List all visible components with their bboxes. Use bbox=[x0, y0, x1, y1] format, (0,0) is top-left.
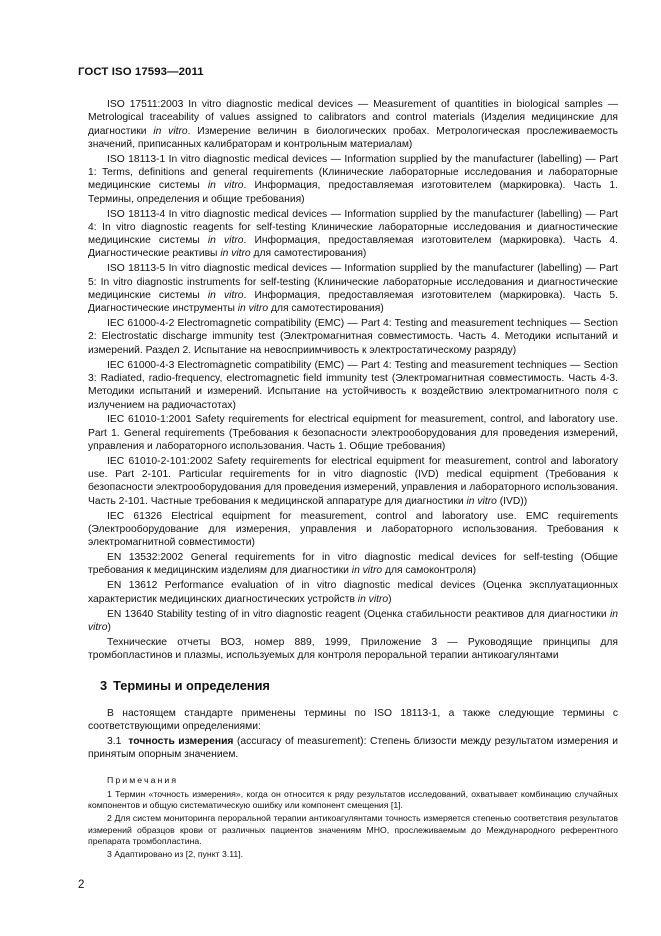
definition-number: 3.1 bbox=[107, 736, 122, 748]
definition-term: точность измерения bbox=[128, 736, 234, 748]
document-body bbox=[88, 98, 618, 862]
reference-entry: IEC 61326 Electrical equipment for measurement, control and laboratory use. EMC requirements (Электрооборудование для измерения, управления и лабораторного использования. Требования к электромагнитной совместимости) bbox=[88, 510, 618, 549]
reference-list bbox=[88, 98, 618, 662]
reference-entry: EN 13640 Stability testing of in vitro diagnostic reagent (Оценка стабильности реактивов для диагностики in vitro) bbox=[88, 608, 618, 633]
note-item: 3 Адаптировано из [2, пункт 3.11]. bbox=[107, 849, 244, 859]
definition-paragraph bbox=[88, 735, 618, 762]
reference-entry: EN 13612 Performance evaluation of in vitro diagnostic medical devices (Оценка эксплуатационных характеристик медицинских диагностических устройств in vitro) bbox=[88, 580, 618, 605]
reference-entry: IEC 61000-4-2 Electromagnetic compatibility (EMC) — Part 4: Testing and measurement techniques — Section 2: Electrostatic discharge immunity test (Электромагнитная совместимость. Часть 4. Методики испытаний и измерений. Раздел 2. Испытание на невосприимчивость к электростатическому разряду) bbox=[88, 318, 618, 356]
reference-entry: Технические отчеты ВОЗ, номер 889, 1999, Приложение 3 — Руководящие принципы для тромбопластинов и плазмы, используемых для контроля пероральной терапии антикоагулянтами bbox=[88, 636, 618, 661]
section-title: Термины и определения bbox=[113, 678, 270, 694]
notes-block bbox=[88, 775, 618, 860]
reference-entry: ISO 17511:2003 In vitro diagnostic medical devices — Measurement of quantities in biological samples — Metrological traceability of values assigned to calibrators and control materials (Изделия медицинские для диагностики in vitro. Измерение величин в биологических пробах. Метрологическая прослеживаемость значений, приписанных калибраторам и контрольным материалам) bbox=[88, 99, 618, 150]
reference-entry: EN 13532:2002 General requirements for in vitro diagnostic medical devices for self-testing (Общие требования к медицинским изделиям для диагностики in vitro для самоконтроля) bbox=[88, 552, 618, 577]
note-item: 2 Для систем мониторинга пероральной терапии антикоагулянтами точность измеряется степенью соответствия результатов измерений образцов крови от различных пациентов значениям МНО, прослеживаемым до Международного референтного препарата тромбопластина. bbox=[88, 813, 618, 846]
reference-entry: IEC 61010-2-101:2002 Safety requirements for electrical equipment for measurement, control and laboratory use. Part 2-101. Particular requirements for in vitro diagnostic (IVD) medical equipment (Требования к безопасности электрооборудования для проведения измерений, управления и лабораторного использования. Часть 2-101. Частные требования к медицинской аппаратуре для диагностики in vitro (IVD)) bbox=[88, 455, 618, 507]
reference-entry: ISO 18113-4 In vitro diagnostic medical devices — Information supplied by the manufacturer (labelling) — Part 4: In vitro diagnostic reagents for self-testing Клинические лабораторные исследования и диагностические медицинские системы in vitro. Информация, предоставляемая изготовителем (маркировка). Часть 4. Диагностические реактивы in vitro для самотестирования) bbox=[88, 208, 619, 260]
page-number: 2 bbox=[78, 879, 85, 891]
intro-paragraph: В настоящем стандарте применены термины по ISO 18113-1, а также следующие термины с соответствующими определениями: bbox=[88, 707, 618, 732]
reference-entry: ISO 18113-5 In vitro diagnostic medical devices — Information supplied by the manufacturer (labelling) — Part 5: In vitro diagnostic instruments for self-testing (Клинические лабораторные исследования и диагностические медицинские системы in vitro. Информация, предоставляемая изготовителем (маркировка). Часть 5. Диагностические инструменты in vitro для самотестирования) bbox=[88, 263, 619, 315]
reference-entry: IEC 61010-1:2001 Safety requirements for electrical equipment for measurement, control, and laboratory use. Part 1. General requirements (Требования к безопасности электрооборудования для проведения измерений, управления и лабораторного использования. Часть 1. Общие требования) bbox=[88, 414, 618, 452]
note-item: 1 Термин «точность измерения», когда он относится к ряду результатов исследований, охватывает комбинацию случайных компонентов и общую систематическую ошибку или компонент смещения [1]. bbox=[88, 788, 618, 811]
section-heading bbox=[100, 679, 618, 692]
reference-entry: IEC 61000-4-3 Electromagnetic compatibility (EMC) — Part 4: Testing and measurement techniques — Section 3: Radiated, radio-frequency, electromagnetic field immunity test (Электромагнитная совместимость. Часть 4-3. Методики испытаний и измерений. Испытание на устойчивость к воздействию электромагнитного поля с излучением на радиочастотах) bbox=[88, 359, 618, 411]
document-header: ГОСТ ISO 17593—2011 bbox=[78, 66, 204, 78]
reference-entry: ISO 18113-1 In vitro diagnostic medical devices — Information supplied by the manufacturer (labelling) — Part 1: Terms, definitions and general requirements (Клинические лабораторные исследования и лабораторные медицинские системы in vitro. Информация, предоставляемая изготовителем (маркировка). Часть 1. Термины, определения и общие требования) bbox=[88, 153, 619, 205]
section-number: 3 bbox=[100, 678, 108, 694]
notes-title: Примечания bbox=[107, 774, 179, 785]
definition-text: (accuracy of measurement): Степень близости между результатом измерения и принятым опорным значением. bbox=[88, 736, 618, 761]
